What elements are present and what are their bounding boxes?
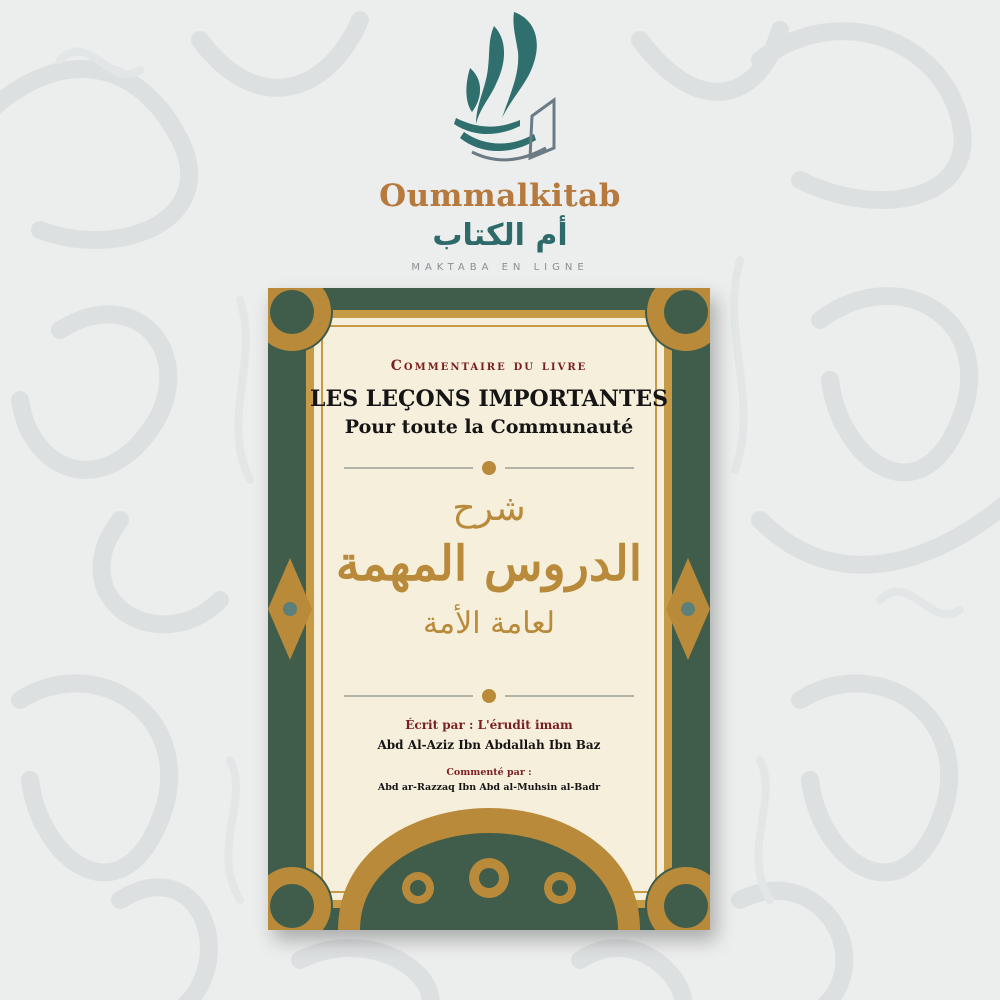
cover-arabic-line1: شرح xyxy=(452,488,526,529)
cover-arabic-line3: لعامة الأمة xyxy=(422,606,556,641)
book-cover xyxy=(268,288,710,930)
cover-arabic-line2: الدروس المهمة xyxy=(335,536,643,592)
brand-arabic-name: أم الكتاب xyxy=(432,218,568,253)
cover-title-line2: Pour toute la Communauté xyxy=(344,416,634,438)
cover-author-label: Écrit par : L'érudit imam xyxy=(405,718,573,732)
cover-title: LES LEÇONS IMPORTANTES xyxy=(310,386,668,412)
calligraphy-book-logo-icon xyxy=(436,8,566,168)
cover-commentator-label: Commenté par : xyxy=(446,767,532,778)
cover-commentator: Abd ar-Razzaq Ibn Abd al-Muhsin al-Badr xyxy=(377,782,601,793)
brand-tagline: MAKTABA EN LIGNE xyxy=(411,262,589,273)
brand-name: Oummalkitab xyxy=(379,178,621,214)
cover-author: Abd Al-Aziz Ibn Abdallah Ibn Baz xyxy=(377,738,601,752)
cover-subtitle-label: Commentaire du livre xyxy=(390,358,588,374)
